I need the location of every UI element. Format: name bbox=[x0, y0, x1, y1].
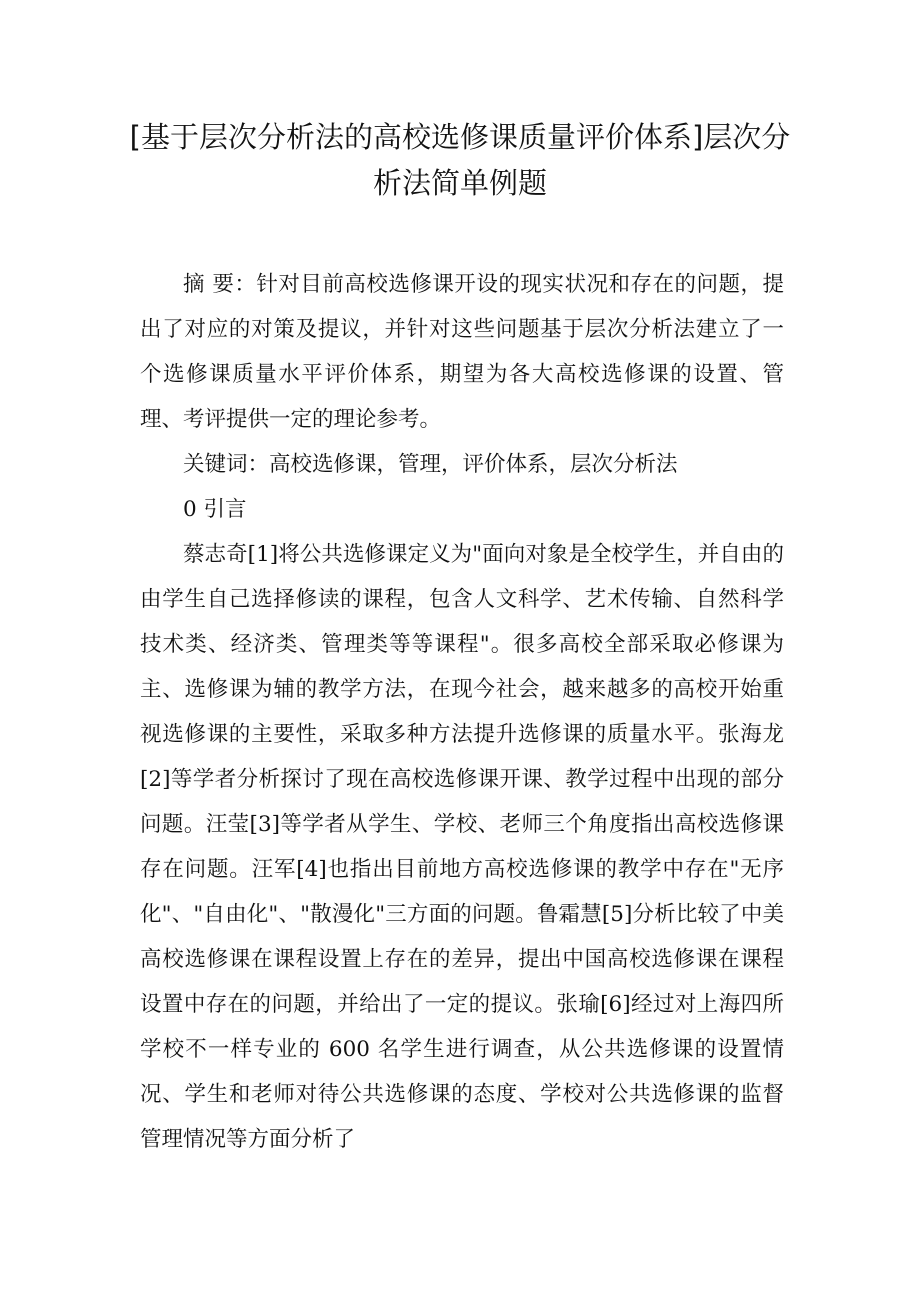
document-body bbox=[140, 262, 784, 1162]
abstract-paragraph: 摘 要：针对目前高校选修课开设的现实状况和存在的问题，提出了对应的对策及提议，并针对这些问题基于层次分析法建立了一个选修课质量水平评价体系，期望为各大高校选修课的设置、管理、考评提供一定的理论参考。 bbox=[140, 272, 784, 432]
document-title: [基于层次分析法的高校选修课质量评价体系]层次分析法简单例题 bbox=[129, 120, 791, 200]
section-heading-introduction: 0 引言 bbox=[183, 497, 247, 522]
keywords-paragraph: 关键词：高校选修课，管理，评价体系，层次分析法 bbox=[183, 452, 678, 477]
introduction-paragraph: 蔡志奇[1]将公共选修课定义为"面向对象是全校学生，并自由的由学生自己选择修读的课程，包含人文科学、艺术传输、自然科学技术类、经济类、管理类等等课程"。很多高校全部采取必修课为主、选修课为辅的教学方法，在现今社会，越来越多的高校开始重视选修课的主要性，采取多种方法提升选修课的质量水平。张海龙[2]等学者分析探讨了现在高校选修课开课、教学过程中出现的部分问题。汪莹[3]等学者从学生、学校、老师三个角度指出高校选修课存在问题。汪军[4]也指出目前地方高校选修课的教学中存在"无序化"、"自由化"、"散漫化"三方面的问题。鲁霜慧[5]分析比较了中美高校选修课在课程设置上存在的差异，提出中国高校选修课在课程设置中存在的问题，并给出了一定的提议。张瑜[6]经过对上海四所学校不一样专业的 600 名学生进行调查，从公共选修课的设置情况、学生和老师对待公共选修课的态度、学校对公共选修课的监督管理情况等方面分析了 bbox=[140, 542, 784, 1152]
